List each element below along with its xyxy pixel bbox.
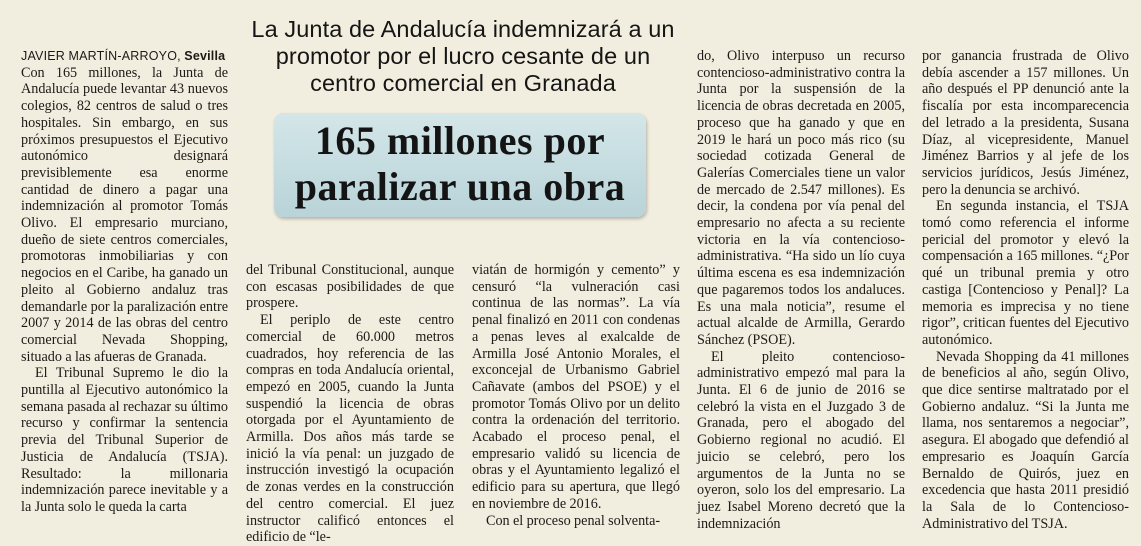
text-column-5 (922, 48, 1129, 532)
text-column-4 (697, 48, 905, 532)
byline (21, 48, 228, 65)
text-column-3 (472, 262, 680, 529)
paragraph-continued: viatán de hormigón y cemento” y censuró “la vulneración casi continua de las normas”. La vía penal finalizó en 2011 con condenas a penas leves al exalcalde de Armilla José Antonio Morales, el exconcejal de Urbanismo Gabriel Cañavate (ambos del PSOE) y el promotor Tomás Olivo por un delito contra la ordenación del territorio. Acabado el proceso penal, el empresario validó su licencia de obras y el Ayuntamiento legalizó el edificio para su apertura, que llegó en noviembre de 2016. (472, 262, 680, 512)
paragraph: Con el proceso penal solventa- (486, 512, 661, 529)
text-column-2 (246, 262, 454, 546)
paragraph: El periplo de este centro comercial de 60.000 metros cuadrados, hoy referencia de las compras en toda Andalucía oriental, empezó en 2005, cuando la Junta suspendió la licencia de obras otorgada por el Ayuntamiento de Armilla. Dos años más tarde se inició la vía penal: un juzgado de instrucción investigó la ocupación de zonas verdes en la construcción del centro comercial. El juez instructor calificó entonces el edificio de “le- (246, 312, 454, 546)
article-headline: 165 millones por paralizar una obra (294, 118, 626, 209)
byline-city: Sevilla (184, 49, 226, 63)
paragraph: El Tribunal Supremo le dio la puntilla al Ejecutivo autonómico la semana pasada al rechazar su último recurso y confirmar la sentencia previa del Tribunal Superior de Justicia de Andalucía (TSJA). Resultado: la millonaria indemnización parece inevitable y a la Junta solo le queda la carta (21, 365, 228, 515)
paragraph: Nevada Shopping da 41 millones de beneficios al año, según Olivo, que dice sentirse maltratado por el Gobierno andaluz. “Si la Junta me llama, nos sentaremos a negociar”, asegura. El abogado que defendió al empresario es Joaquín García Bernaldo de Quirós, juez en excedencia que hasta 2011 presidió la Sala de lo Contencioso-Administrativo del TSJA. (922, 348, 1129, 532)
paragraph: Con 165 millones, la Junta de Andalucía puede levantar 43 nuevos colegios, 82 centros de salud o tres hospitales. Sin embargo, en sus próximos presupuestos el Ejecutivo autonómico designará previsiblemente esa enorme cantidad de dinero a pagar una indemnización al promotor Tomás Olivo. El empresario murciano, dueño de siete centros comerciales, promotoras inmobiliarias y con negocios en el Caribe, ha ganado un pleito al Gobierno andaluz tras demandarle por la paralización entre 2007 y 2014 de las obras del centro comercial Nevada Shopping, situado a las afueras de Granada. (21, 64, 228, 365)
paragraph-continued: por ganancia frustrada de Olivo debía ascender a 157 millones. Un año después el PP denunció ante la fiscalía por esta incomparecencia del letrado a la presidenta, Susana Díaz, al vicepresidente, Manuel Jiménez Barrios y al jefe de los servicios jurídicos, Jesús Jiménez, pero la denuncia se archivó. (922, 48, 1129, 198)
article-kicker: La Junta de Andalucía indemnizará a un promotor por el lucro cesante de un centro comercial en Granada (251, 16, 675, 96)
paragraph-continued: del Tribunal Constitucional, aunque con escasas posibilidades de que prospere. (246, 262, 454, 312)
byline-author: JAVIER MARTÍN-ARROYO, (21, 49, 181, 63)
text-column-1 (21, 48, 228, 516)
paragraph: En segunda instancia, el TSJA tomó como referencia el informe pericial del promotor y elevó la compensación a 165 millones. “¿Por qué un tribunal premia y otro castiga [Contencioso y Penal]? La memoria es imprecisa y no tiene rigor”, critican fuentes del Ejecutivo autonómico. (922, 198, 1129, 348)
paragraph: El pleito contencioso-administrativo empezó mal para la Junta. El 6 de junio de 2016 se celebró la vista en el Juzgado 3 de Granada, pero el abogado del Gobierno regional no acudió. El juicio se celebró, pero los argumentos de la Junta no se oyeron, solo los del empresario. La juez Isabel Moreno decretó que la indemnización (697, 348, 905, 532)
paragraph-continued: do, Olivo interpuso un recurso contencioso-administrativo contra la Junta por la suspensión de la licencia de obras decretada en 2005, proceso que ha ganado y que en 2019 le hará un poco más rico (su sociedad cotizada General de Galerías Comerciales tiene un valor de mercado de 2.547 millones). Es decir, la condena por vía penal del empresario no afecta a su reciente victoria en la vía contencioso-administrativa. “Ha sido un lío cuya última escena es esa indemnización que pagaremos todos los andaluces. Es una mala noticia”, resume el actual alcalde de Armilla, Gerardo Sánchez (PSOE). (697, 48, 905, 348)
